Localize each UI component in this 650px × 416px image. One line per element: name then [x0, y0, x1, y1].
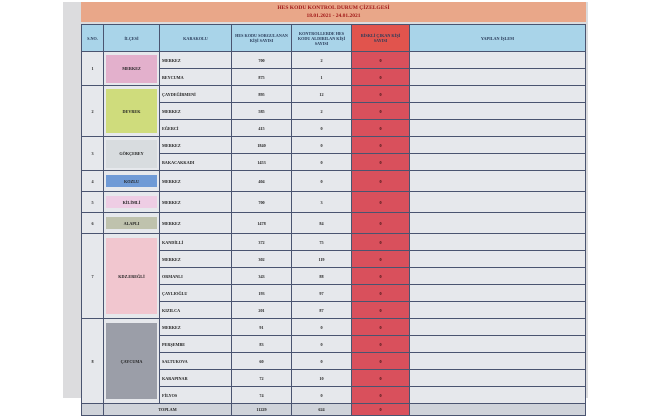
action-taken — [410, 120, 586, 137]
checked-count: 10 — [292, 370, 352, 387]
queried-count: 74 — [232, 387, 292, 404]
action-taken — [410, 154, 586, 171]
table-row — [82, 192, 586, 213]
station-name: MERKEZ — [160, 192, 232, 213]
action-taken — [410, 86, 586, 103]
date-range: 18.01.2021 - 24.01.2021 — [306, 13, 361, 19]
header-sno: S.NO. — [82, 25, 104, 52]
row-number: 4 — [82, 171, 104, 192]
station-name: PERŞEMBE — [160, 336, 232, 353]
control-status-table — [81, 24, 586, 416]
table-title-banner — [81, 2, 586, 22]
action-taken — [410, 69, 586, 86]
station-name: MERKEZ — [160, 137, 232, 154]
checked-count: 1 — [292, 69, 352, 86]
risky-count: 0 — [352, 154, 410, 171]
action-taken — [410, 52, 586, 69]
queried-count: 700 — [232, 192, 292, 213]
action-taken — [410, 103, 586, 120]
station-name: MERKEZ — [160, 251, 232, 268]
action-taken — [410, 285, 586, 302]
queried-count: 91 — [232, 319, 292, 336]
risky-count: 0 — [352, 370, 410, 387]
header-risky-count: RİSKLİ ÇIKAN KİŞİ SAYISI — [352, 25, 410, 52]
header-station: KARAKOLU — [160, 25, 232, 52]
queried-count: 1478 — [232, 213, 292, 234]
action-taken — [410, 213, 586, 234]
action-taken — [410, 336, 586, 353]
district-color-box: DEVREK — [106, 89, 157, 133]
station-name: MERKEZ — [160, 171, 232, 192]
header-row — [82, 25, 586, 52]
action-taken — [410, 353, 586, 370]
checked-count: 88 — [292, 268, 352, 285]
total-blank — [82, 404, 104, 416]
total-checked: 624 — [292, 404, 352, 416]
district-color-box: KOZLU — [106, 175, 157, 187]
total-row — [82, 404, 586, 416]
row-number: 6 — [82, 213, 104, 234]
station-name: KARAPINAR — [160, 370, 232, 387]
risky-count: 0 — [352, 268, 410, 285]
station-name: MERKEZ — [160, 103, 232, 120]
risky-count: 0 — [352, 52, 410, 69]
checked-count: 0 — [292, 137, 352, 154]
district-color-box: MERKEZ — [106, 55, 157, 83]
district-name — [104, 137, 160, 171]
risky-count: 0 — [352, 387, 410, 404]
header-checked-count: KONTROLLERDE HES KODU ALDIRILAN KİŞİ SAYISI — [292, 25, 352, 52]
queried-count: 302 — [232, 251, 292, 268]
table-row — [82, 86, 586, 103]
action-taken — [410, 387, 586, 404]
station-name: BEYCUMA — [160, 69, 232, 86]
queried-count: 343 — [232, 268, 292, 285]
district-name — [104, 319, 160, 404]
table-row — [82, 137, 586, 154]
risky-count: 0 — [352, 285, 410, 302]
risky-count: 0 — [352, 213, 410, 234]
station-name: BAKACAKKADI — [160, 154, 232, 171]
risky-count: 0 — [352, 86, 410, 103]
queried-count: 404 — [232, 171, 292, 192]
queried-count: 585 — [232, 103, 292, 120]
queried-count: 1453 — [232, 154, 292, 171]
queried-count: 415 — [232, 120, 292, 137]
header-action-taken: YAPILAN İŞLEM — [410, 25, 586, 52]
district-name — [104, 234, 160, 319]
station-name: ÇAYLIOĞLU — [160, 285, 232, 302]
checked-count: 0 — [292, 154, 352, 171]
risky-count: 0 — [352, 171, 410, 192]
checked-count: 0 — [292, 353, 352, 370]
district-name — [104, 213, 160, 234]
queried-count: 700 — [232, 52, 292, 69]
table-row — [82, 319, 586, 336]
row-number: 2 — [82, 86, 104, 137]
risky-count: 0 — [352, 192, 410, 213]
district-name — [104, 86, 160, 137]
checked-count: 0 — [292, 120, 352, 137]
table-body — [82, 52, 586, 416]
total-label: TOPLAM — [104, 404, 232, 416]
risky-count: 0 — [352, 137, 410, 154]
row-number: 5 — [82, 192, 104, 213]
station-name: ORMANLI — [160, 268, 232, 285]
queried-count: 372 — [232, 234, 292, 251]
row-number: 1 — [82, 52, 104, 86]
checked-count: 2 — [292, 52, 352, 69]
risky-count: 0 — [352, 69, 410, 86]
district-color-box: ÇAYCUMA — [106, 323, 157, 399]
table-row — [82, 213, 586, 234]
queried-count: 875 — [232, 69, 292, 86]
action-taken — [410, 319, 586, 336]
checked-count: 0 — [292, 319, 352, 336]
total-queried: 11229 — [232, 404, 292, 416]
checked-count: 97 — [292, 285, 352, 302]
queried-count: 83 — [232, 336, 292, 353]
action-taken — [410, 137, 586, 154]
queried-count: 193 — [232, 285, 292, 302]
district-name — [104, 192, 160, 213]
queried-count: 201 — [232, 302, 292, 319]
risky-count: 0 — [352, 319, 410, 336]
risky-count: 0 — [352, 336, 410, 353]
spreadsheet-photo — [63, 2, 588, 412]
checked-count: 12 — [292, 86, 352, 103]
district-color-box: GÖKÇEBEY — [106, 140, 157, 168]
station-name: KANDİLLİ — [160, 234, 232, 251]
total-action — [410, 404, 586, 416]
checked-count: 84 — [292, 213, 352, 234]
station-name: MERKEZ — [160, 213, 232, 234]
district-color-box: ALAPLI — [106, 217, 157, 229]
station-name: MERKEZ — [160, 52, 232, 69]
risky-count: 0 — [352, 251, 410, 268]
row-number: 8 — [82, 319, 104, 404]
queried-count: 1840 — [232, 137, 292, 154]
checked-count: 2 — [292, 103, 352, 120]
district-name — [104, 52, 160, 86]
table-title: HES KODU KONTROL DURUM ÇİZELGESİ — [277, 5, 390, 11]
action-taken — [410, 251, 586, 268]
checked-count: 87 — [292, 302, 352, 319]
checked-count: 119 — [292, 251, 352, 268]
risky-count: 0 — [352, 120, 410, 137]
station-name: KIZILCA — [160, 302, 232, 319]
district-color-box: KİLİMLİ — [106, 196, 157, 208]
district-name — [104, 171, 160, 192]
table-row — [82, 52, 586, 69]
risky-count: 0 — [352, 234, 410, 251]
action-taken — [410, 302, 586, 319]
station-name: SALTUKOVA — [160, 353, 232, 370]
row-number: 7 — [82, 234, 104, 319]
header-queried-count: HES KODU SORGULANAN KİŞİ SAYISI — [232, 25, 292, 52]
queried-count: 60 — [232, 353, 292, 370]
action-taken — [410, 370, 586, 387]
action-taken — [410, 171, 586, 192]
checked-count: 0 — [292, 387, 352, 404]
checked-count: 0 — [292, 336, 352, 353]
checked-count: 3 — [292, 192, 352, 213]
station-name: EĞERCİ — [160, 120, 232, 137]
header-district: İLÇESİ — [104, 25, 160, 52]
station-name: MERKEZ — [160, 319, 232, 336]
action-taken — [410, 192, 586, 213]
queried-count: 72 — [232, 370, 292, 387]
checked-count: 75 — [292, 234, 352, 251]
risky-count: 0 — [352, 353, 410, 370]
row-number: 3 — [82, 137, 104, 171]
table-row — [82, 234, 586, 251]
table-row — [82, 171, 586, 192]
district-color-box: KDZ.EREĞLİ — [106, 238, 157, 314]
checked-count: 0 — [292, 171, 352, 192]
risky-count: 0 — [352, 103, 410, 120]
station-name: ÇAYDEĞİRMENİ — [160, 86, 232, 103]
queried-count: 895 — [232, 86, 292, 103]
risky-count: 0 — [352, 302, 410, 319]
action-taken — [410, 234, 586, 251]
station-name: FİLYOS — [160, 387, 232, 404]
action-taken — [410, 268, 586, 285]
total-risky: 0 — [352, 404, 410, 416]
